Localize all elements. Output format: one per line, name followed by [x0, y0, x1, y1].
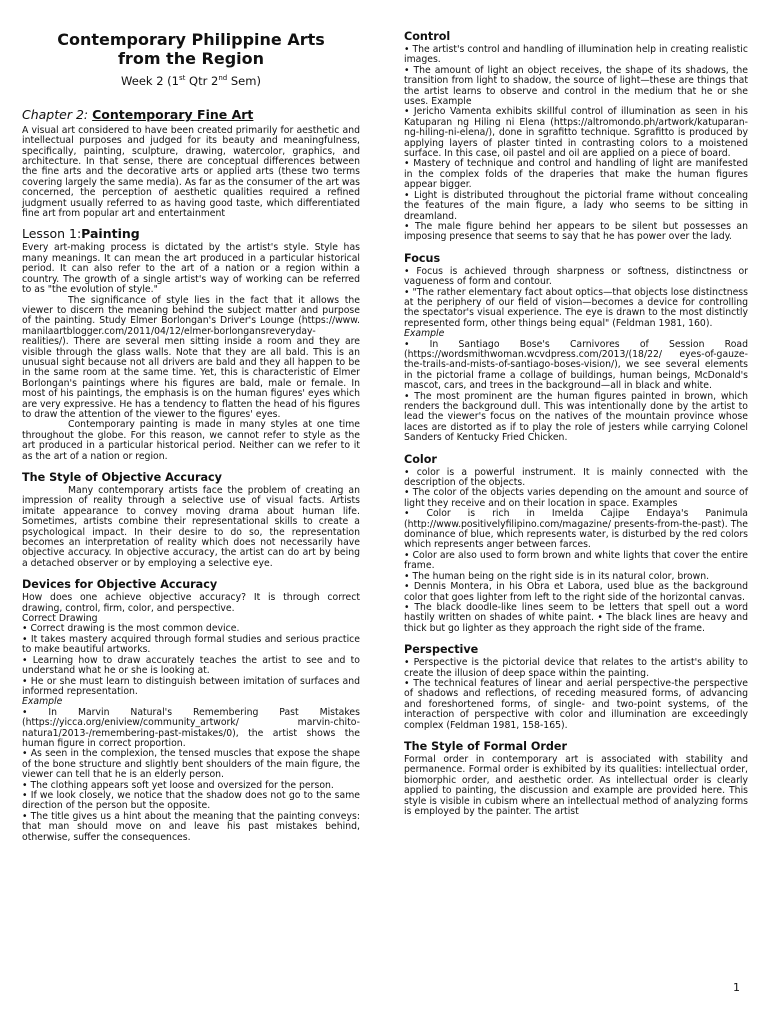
devices-example-line: • In Marvin Natural's Remembering Past Mistakes (https://yicca.org/eniview/community_artwork/ marvin-chito-natura1/2013-/remembering-past-mistakes/0), the artist shows the human figure in correct proportion.	[22, 706, 360, 749]
left-column	[22, 30, 360, 843]
page-number: 1	[733, 981, 740, 994]
color-line: • Dennis Montera, in his Obra et Labora, used blue as the background color that goes lighter from left to the right side of the horizontal canvas.	[404, 581, 748, 603]
devices-example-line: • As seen in the complexion, the tensed muscles that expose the shape of the bone structure and slightly bent shoulders of the main figure, the viewer can tell that he is an elderly person.	[22, 748, 360, 781]
color-line: • The color of the objects varies depending on the amount and source of light they receive and on their location in space. Examples	[404, 487, 748, 509]
focus-heading: Focus	[404, 251, 441, 265]
color-heading: Color	[404, 452, 437, 466]
lesson-heading: Lesson 1:Painting	[22, 226, 140, 242]
control-line: • Mastery of technique and control and handling of light are manifested in the complex folds of the draperies that make the human figures appear bigger.	[404, 158, 748, 191]
lesson-paragraph-3: Contemporary painting is made in many styles at one time throughout the globe. For this reason, we cannot refer to style as the art produced in a particular historical period. Neither can we refer to it as the art of a nation or region.	[22, 419, 360, 462]
devices-line: • He or she must learn to distinguish between imitation of surfaces and informed representation.	[22, 675, 360, 697]
color-line: • Color is rich in Imelda Cajipe Endaya's Panimula (http://www.positivelyfilipino.com/magazine/ presents-from-the-past). The dominance of blue, which represents water, is disturbed by the red colors which represents anger between farces.	[404, 508, 749, 551]
focus-line: • Focus is achieved through sharpness or softness, distinctness or vagueness of form and contour.	[404, 265, 748, 288]
devices-example-line: • The clothing appears soft yet loose and oversized for the person.	[22, 779, 334, 791]
week-subtitle: Week 2 (1st Qtr 2nd Sem)	[121, 73, 261, 88]
devices-heading: Devices for Objective Accuracy	[22, 578, 218, 592]
perspective-heading: Perspective	[404, 643, 479, 657]
objective-accuracy-body: Many contemporary artists face the problem of creating an impression of reality through a selective use of visual facts. Artists imitate appearance to convey moving drama about human life. Sometimes, artists combine their representational skills to create a psychological impact. In their desire to do so, the representation becomes an interpretation of reality which does not necessarily have objective accuracy. In objective accuracy, the artist can do art by being a detached observer or by employing a selective eye.	[22, 485, 360, 569]
devices-line: Correct Drawing	[22, 613, 98, 625]
formal-order-body: Formal order in contemporary art is associated with stability and permanence. Formal order is exhibited by its qualities: intellectual order, biomorphic order, and aesthetic order. As intellectual order is clearly applied to painting, the discussion and example are provided here. This style is visible in cubism where an intellectual method of analyzing forms is employed by the painter. The artist	[404, 753, 748, 817]
control-line: • Jericho Vamenta exhibits skillful control of illumination as seen in his Katuparan ng Hiling ni Elena (https://altromondo.ph/artwork/katuparan-ng-hiling-ni-elena/), done in sgrafitto technique. Sgrafitto is produced by applying layers of plaster tinted in contrasting colors to a moistened surface. In this case, oil pastel and oil are applied on a piece of board.	[404, 106, 748, 160]
control-line: • The male figure behind her appears to be silent but possesses an imposing presence that seems to say that he has power over the lady.	[404, 220, 748, 243]
devices-example-line: • If we look closely, we notice that the shadow does not go to the same direction of the person but the opposite.	[22, 789, 360, 812]
devices-line: • Learning how to draw accurately teaches the artist to see and to understand what he or she is looking at.	[22, 654, 360, 677]
focus-example-label: Example	[404, 328, 445, 340]
chapter-heading: Chapter 2: Contemporary Fine Art	[22, 106, 254, 122]
devices-line: How does one achieve objective accuracy? It is through correct drawing, control, firm, color, and perspective.	[22, 592, 360, 614]
color-line: • The black doodle-like lines seem to be letters that spell out a word hastily written on shades of white paint. • The black lines are heavy and thick but go lighter as they approach the right side of the frame.	[404, 601, 748, 634]
control-line: • The artist's control and handling of illumination help in creating realistic images.	[404, 44, 748, 66]
chapter-body: A visual art considered to have been created primarily for aesthetic and intellectual purposes and judged for its beauty and meaningfulness, specifically, painting, sculpture, drawing, watercolor, graphics, and architecture. In that sense, there are conceptual differences between the fine arts and the decorative arts or applied arts (these two terms covering largely the same media). As far as the consumer of the art was concerned, the perception of aesthetic qualities required a refined judgment usually referred to as having good taste, which differentiated fine art from popular art and entertainment	[22, 124, 360, 220]
devices-example-line: • The title gives us a hint about the meaning that the painting conveys: that man should move on and leave his past mistakes behind, otherwise, suffer the consequences.	[22, 810, 360, 843]
lesson-paragraph-2: The significance of style lies in the fact that it allows the viewer to discern the meaning behind the subject matter and purpose of the painting. Study Elmer Borlongan's Driver's Lounge (https://www. manilaartblogger.com/2011/04/12/elmer-borlongansreveryday-realities/). There are several men sitting inside a room and they are visible through the glass walls. Note that they are all bald. This is an unusual sight because not all drivers are bald and they all happen to be in the same room at the same time. Yet, this is characteristic of Elmer Borlongan's paintings where his figures are bald, male or female. In most of his paintings, the emphasis is on the human figures' eyes which are very expressive. He has a tendency to flatten the head of his figures to draw the attention of the viewer to the figures' eyes.	[22, 294, 360, 420]
color-line: • The human being on the right side is in its natural color, brown.	[404, 570, 710, 582]
focus-example-line: • In Santiago Bose's Carnivores of Session Road (https://wordsmithwoman.wcvdpress.com/2013/(18/22/ eyes-of-gauze-the-trails-and-mists-of-santiago-boses-vision/), we see several elements in the pictorial frame a collage of buildings, human beings, McDonald's mascot, cars, and trees in the background—all in black and white.	[404, 338, 748, 392]
perspective-line: • Perspective is the pictorial device that relates to the artist's ability to create the illusion of deep space within the painting.	[404, 657, 748, 679]
document-title	[22, 30, 360, 68]
control-heading: Control	[404, 30, 451, 43]
focus-example-line: • The most prominent are the human figures painted in brown, which renders the background dull. This was intentionally done by the artist to lead the viewer's focus on the natives of the mountain province whose laces are distorted as if to play the role of jesters while carrying Colonel Sanders of Kentucky Fried Chicken.	[404, 390, 748, 444]
objective-accuracy-heading: The Style of Objective Accuracy	[22, 471, 222, 485]
color-line: • color is a powerful instrument. It is mainly connected with the description of the objects.	[404, 466, 748, 489]
title-line-1: Contemporary Philippine Arts	[57, 30, 325, 49]
devices-line: • It takes mastery acquired through formal studies and serious practice to make beautiful artworks.	[22, 633, 360, 656]
control-line: • Light is distributed throughout the pictorial frame without concealing the features of the main figure, a lady who seems to be sitting in dreamland.	[404, 189, 748, 222]
color-line: • Color are also used to form brown and white lights that cover the entire frame.	[404, 549, 748, 572]
focus-line: • "The rather elementary fact about optics—that objects lose distinctness at the periphery of our field of vision—becomes a device for controlling the spectator's visual experience. The eye is drawn to the most distinctly represented form, other things being equal" (Feldman 1981, 160).	[404, 286, 748, 329]
control-line: • The amount of light an object receives, the shape of its shadows, the transition from light to shadow, the source of light—these are things that the artist learns to observe and control in the medium that he or she uses. Example	[404, 64, 748, 108]
perspective-line: • The technical features of linear and aerial perspective-the perspective of shadows and reflections, of receding measured forms, of advancing and foreshortened forms, of single- and two-point systems, of the interaction of perspective with color and illumination are exceedingly complex (Feldman 1981, 158-165).	[404, 677, 748, 731]
devices-example-label: Example	[22, 696, 63, 708]
right-column	[404, 30, 748, 817]
formal-order-heading: The Style of Formal Order	[404, 739, 568, 753]
lesson-paragraph-1: Every art-making process is dictated by the artist's style. Style has many meanings. It can mean the art produced in a particular historical period. It can also refer to the art of a nation or a region within a country. The growth of a single artist's way of working can be referred to as "the evolution of style."	[22, 242, 360, 296]
title-line-2: from the Region	[117, 49, 265, 68]
devices-line: • Correct drawing is the most common device.	[22, 623, 240, 635]
